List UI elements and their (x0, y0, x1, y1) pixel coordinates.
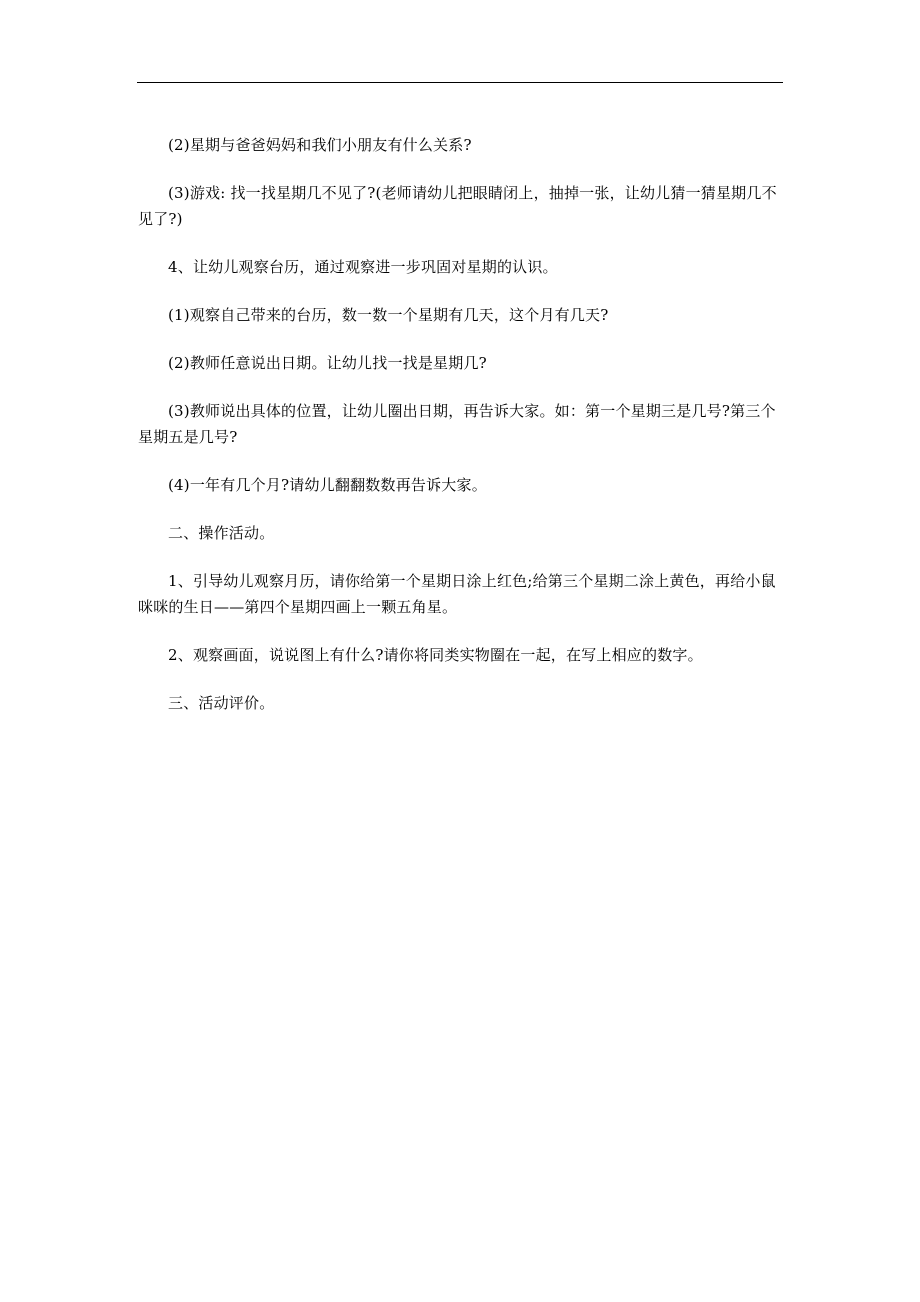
paragraph: (2)星期与爸爸妈妈和我们小朋友有什么关系? (168, 136, 472, 154)
paragraph: (3)教师说出具体的位置，让幼儿圈出日期，再告诉大家。如：第一个星期三是几号?第三个星期五是几号? (138, 402, 776, 446)
paragraph: 2、观察画面，说说图上有什么?请你将同类实物圈在一起，在写上相应的数字。 (168, 646, 703, 664)
paragraph: (2)教师任意说出日期。让幼儿找一找是星期几? (168, 354, 487, 372)
paragraph: (3)游戏: 找一找星期几不见了?(老师请幼儿把眼睛闭上，抽掉一张，让幼儿猜一猜星期几不见了?) (138, 184, 777, 228)
section-heading: 三、活动评价。 (168, 694, 275, 712)
paragraph: 1、引导幼儿观察月历，请你给第一个星期日涂上红色;给第三个星期二涂上黄色，再给小鼠咪咪的生日——第四个星期四画上一颗五角星。 (138, 572, 776, 616)
paragraph: 4、让幼儿观察台历，通过观察进一步巩固对星期的认识。 (168, 258, 558, 276)
header-rule (137, 82, 783, 83)
paragraph: (1)观察自己带来的台历，数一数一个星期有几天，这个月有几天? (168, 306, 609, 324)
paragraph: (4)一年有几个月?请幼儿翻翻数数再告诉大家。 (168, 476, 487, 494)
section-heading: 二、操作活动。 (168, 524, 275, 542)
document-body (138, 132, 784, 738)
